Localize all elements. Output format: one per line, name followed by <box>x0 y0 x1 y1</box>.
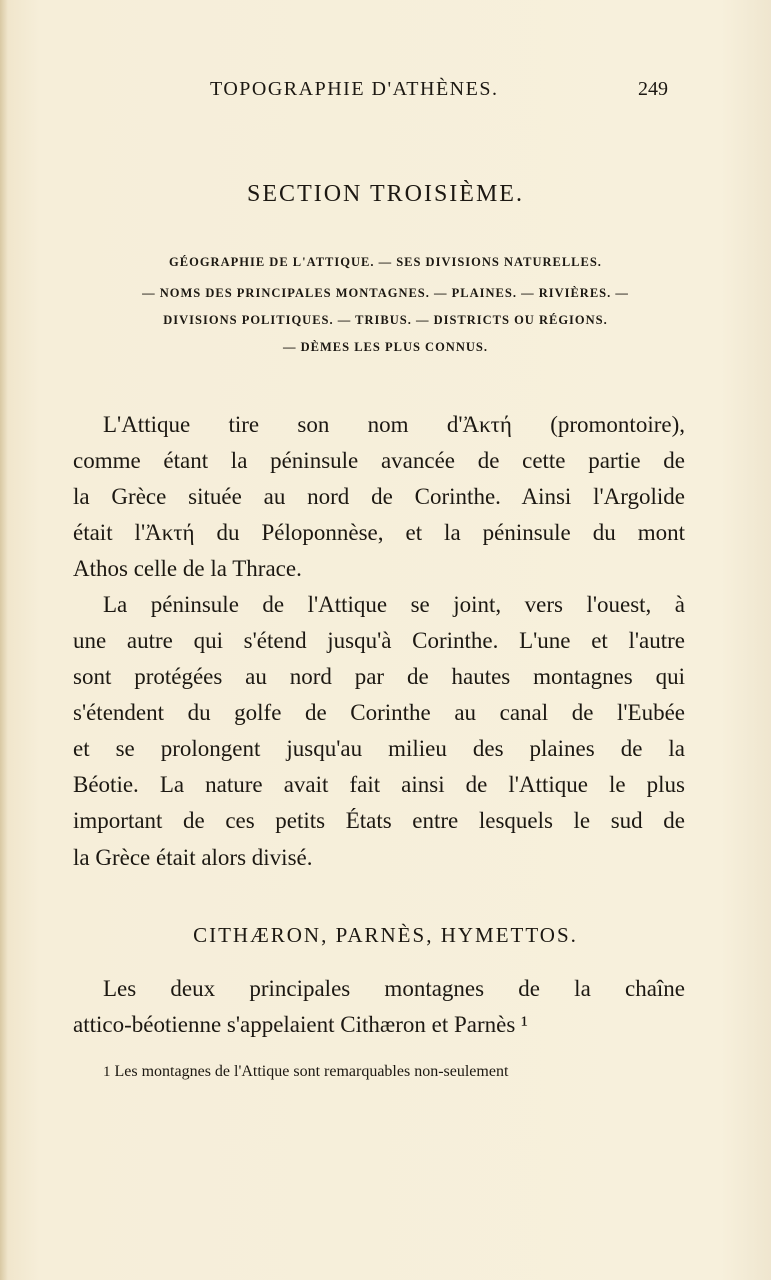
footnote-marker: 1 <box>103 1064 111 1080</box>
footnote-text: Les montagnes de l'Attique sont remarquables non-seulement <box>114 1063 509 1080</box>
footnote <box>103 1063 508 1081</box>
paragraph-line: la Grèce située au nord de Corinthe. Ainsi l'Argolide <box>73 484 685 509</box>
paragraph-line: une autre qui s'étend jusqu'à Corinthe. L'une et l'autre <box>73 628 685 653</box>
paragraph-line: La péninsule de l'Attique se joint, vers l'ouest, à <box>103 592 685 617</box>
paragraph-line: sont protégées au nord par de hautes montagnes qui <box>73 664 685 689</box>
paragraph-line: la Grèce était alors divisé. <box>73 845 313 870</box>
section-summary-line: GÉOGRAPHIE DE L'ATTIQUE. — SES DIVISIONS NATURELLES. <box>169 255 602 269</box>
paragraph-line: et se prolongent jusqu'au milieu des plaines de la <box>73 736 685 761</box>
section-summary-line: — NOMS DES PRINCIPALES MONTAGNES. — PLAINES. — RIVIÈRES. — <box>142 286 629 300</box>
paragraph-line: attico-béotienne s'appelaient Cithæron et Parnès ¹ <box>73 1012 528 1037</box>
section-title: SECTION TROISIÈME. <box>247 181 524 207</box>
paragraph-line: Béotie. La nature avait fait ainsi de l'Attique le plus <box>73 772 685 797</box>
page-number: 249 <box>638 78 668 100</box>
section-summary-line: — DÈMES LES PLUS CONNUS. <box>283 340 488 354</box>
paragraph-line: important de ces petits États entre lesquels le sud de <box>73 808 685 833</box>
paragraph-line: était l'Ἀκτή du Péloponnèse, et la péninsule du mont <box>73 520 685 545</box>
subheading: CITHÆRON, PARNÈS, HYMETTOS. <box>193 923 578 947</box>
section-summary-line: DIVISIONS POLITIQUES. — TRIBUS. — DISTRICTS OU RÉGIONS. <box>163 313 608 327</box>
paragraph-line: Les deux principales montagnes de la chaîne <box>103 976 685 1001</box>
paragraph-line: Athos celle de la Thrace. <box>73 556 302 581</box>
running-title: TOPOGRAPHIE D'ATHÈNES. <box>210 78 499 100</box>
paragraph-line: s'étendent du golfe de Corinthe au canal de l'Eubée <box>73 700 685 725</box>
paragraph-line: comme étant la péninsule avancée de cette partie de <box>73 448 685 473</box>
paragraph-line: L'Attique tire son nom d'Ἀκτή (promontoire), <box>103 412 685 437</box>
